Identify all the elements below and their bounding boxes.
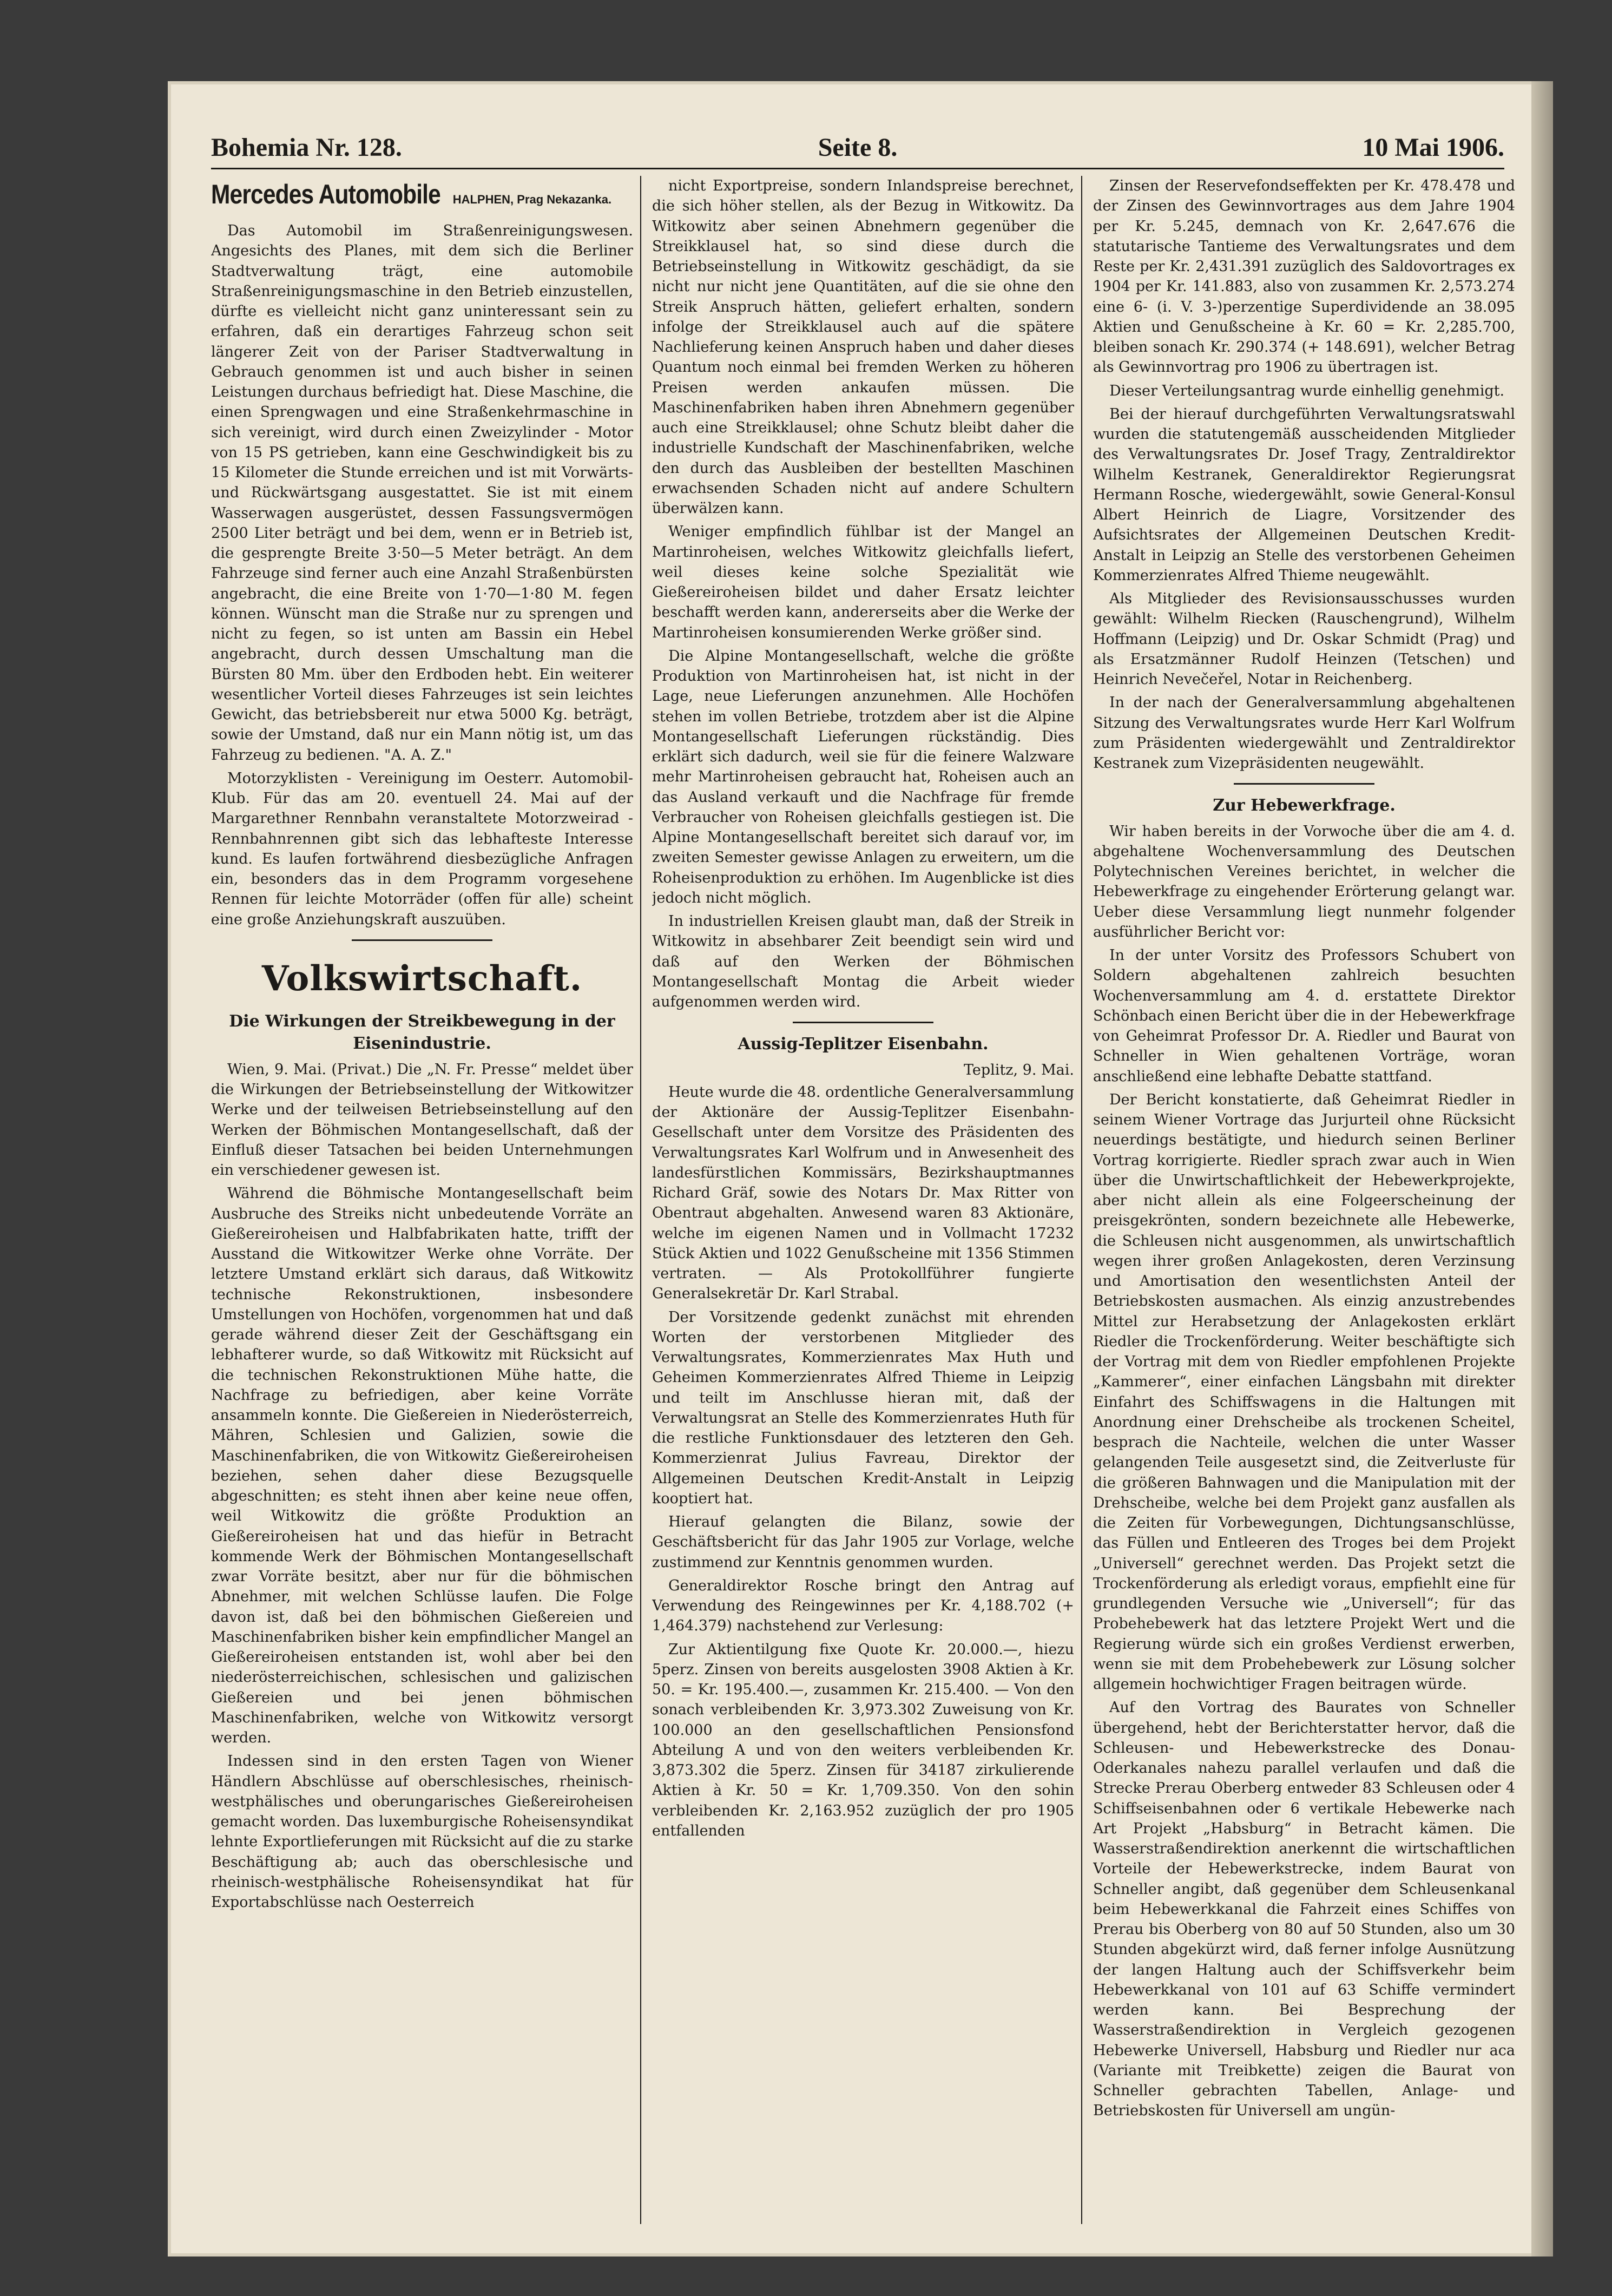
article-paragraph: Zur Aktientilgung fixe Quote Kr. 20.000.—, hiezu 5perz. Zinsen von bereits ausgelosten 3908 Aktien à Kr. 50. = Kr. 195.400.—, zusammen Kr. 215.400. — Von den sonach verbleibenden Kr. 3,973.302 Zuweisung von Kr. 100.000 an den gesellschaftlichen Pensionsfond Abteilung A und von den weiters verbleibenden Kr. 3,873.302 die 5perz. Zinsen für 34187 zirkulierende Aktien à Kr. 50 = Kr. 1,709.350. Von den sohin verbleibenden Kr. 2,163.952 zuzüglich der pro 1905 entfallenden — [652, 1641, 1074, 1839]
article-paragraph: Der Vorsitzende gedenkt zunächst mit ehrenden Worten der verstorbenen Mitglieder des Verwaltungsrates, Kommerzienrates Max Huth und Geheimen Kommerzienrates Alfred Thieme in Leipzig und teilt im Anschlusse hieran mit, daß der Verwaltungsrat an Stelle des Kommerzienrates Huth für die restliche Funktionsdauer des letzteren den Geh. Kommerzienrat Julius Favreau, Direktor der Allgemeinen Deutschen Kredit-Anstalt in Leipzig kooptiert hat. — [652, 1308, 1074, 1507]
article-dateline: Teplitz, 9. Mai. — [964, 1061, 1074, 1078]
advertisement — [211, 176, 633, 213]
article-paragraph: Als Mitglieder des Revisionsausschusses wurden gewählt: Wilhelm Riecken (Rauschengrund), Wilhelm Hoffmann (Leipzig) und Dr. Oskar Schmidt (Prag) und als Ersatzmänner Rudolf Heinzen (Tetschen) und Heinrich Nevečeřel, Notar in Reichenberg. — [1093, 590, 1515, 688]
header-rule — [211, 168, 1504, 169]
newspaper-page — [168, 81, 1553, 2256]
article-paragraph: Wien, 9. Mai. (Privat.) Die „N. Fr. Presse“ meldet über die Wirkungen der Betriebseinstellung der Witkowitzer Werke und der teilweisen Betriebseinstellung auf den Werken der Böhmischen Montangesellschaft, daß der Einfluß dieser Tatsachen bei beiden Unternehmungen ein verschiedener gewesen ist. — [211, 1061, 633, 1179]
article-paragraph: nicht Exportpreise, sondern Inlandspreise berechnet, die sich höher stellen, als der Bezug in Witkowitz. Da Witkowitz aber seinen Abnehmern gegenüber die Streikklausel hat, so sind diese durch die Betriebseinstellung in Witkowitz geschädigt, da sie nicht nur nicht jene Quantitäten, auf die sie ohne den Streik Anspruch hätten, geliefert erhalten, sondern infolge der Streikklausel auch auf die spätere Nachlieferung keinen Anspruch haben und daher dieses Quantum noch einmal bei fremden Werken zu höheren Preisen werden ankaufen müssen. Die Maschinenfabriken haben ihren Abnehmern gegenüber auch eine Streikklausel; ohne Schutz bleibt daher die industrielle Kundschaft der Maschinenfabriken, welche den durch das Ausbleiben der bestellten Maschinen erwachsenden Schaden nicht auf andere Schultern überwälzen kann. — [652, 177, 1074, 517]
column-separator-2 — [1081, 176, 1082, 2224]
header-page-number: Seite 8. — [818, 133, 898, 162]
article-paragraph: Bei der hierauf durchgeführten Verwaltungsratswahl wurden die statutengemäß ausscheidenden Mitglieder des Verwaltungsrates Dr. Josef Tragy, Zentraldirektor Wilhelm Kestranek, Generaldirektor Regierungsrat Hermann Rosche, wiedergewählt, sowie General-Konsul Albert Heinrich de Liagre, Vorsitzender des Aufsichtsrates der Allgemeinen Deutschen Kredit-Anstalt in Leipzig an Stelle des verstorbenen Geheimen Kommerzienrates Alfred Thieme neugewählt. — [1093, 405, 1515, 584]
column-1 — [211, 176, 633, 2224]
ad-address: HALPHEN, Prag Nekazanka. — [452, 193, 612, 206]
article-paragraph: Das Automobil im Straßenreinigungswesen. Angesichts des Planes, mit dem sich die Berliner Stadtverwaltung trägt, eine automobile Straßenreinigungsmaschine in den Betrieb einzustellen, dürfte es vielleicht nicht ganz uninteressant sein zu erfahren, daß ein derartiges Fahrzeug schon seit längerer Zeit von der Pariser Stadtverwaltung in Gebrauch genommen ist und auch bisher in seinen Leistungen durchaus befriedigt hat. Diese Maschine, die einen Sprengwagen und eine Straßenkehrmaschine in sich vereinigt, wird durch einen Zweizylinder - Motor von 15 PS getrieben, kann eine Geschwindigkeit bis zu 15 Kilometer die Stunde erreichen und ist mit Vorwärts- und Rückwärtsgang ausgestattet. Sie ist mit einem Wasserwagen ausgerüstet, dessen Fassungsvermögen 2500 Liter beträgt und bei dem, wenn er in Betrieb ist, die gesprengte Breite 3·50—5 Meter beträgt. An dem Fahrzeuge sind ferner auch eine Anzahl Straßenbürsten angebracht, die eine Breite von 1·70—1·80 M. fegen können. Wünscht man die Straße nur zu sprengen und nicht zu fegen, so ist unten am Bassin ein Hebel angebracht, durch dessen Umschaltung man die Bürsten 80 Mm. über den Erdboden hebt. Ein weiterer wesentlicher Vorteil dieses Fahrzeuges ist sein leichtes Gewicht, das betriebsbereit nur etwa 5000 Kg. beträgt, sowie der Umstand, daß nur ein Mann nötig ist, um das Fahrzeug zu bedienen. "A. A. Z." — [211, 222, 633, 764]
article-paragraph: Indessen sind in den ersten Tagen von Wiener Händlern Abschlüsse auf oberschlesisches, rheinisch-westphälisches und oberungarisches Gießereiroheisen gemacht worden. Das luxemburgische Roheisensyndikat lehnte Exportlieferungen mit Rücksicht auf die zu starke Beschäftigung ab; auch das oberschlesische und rheinisch-westphälische Roheisensyndikat hat für Exportabschlüsse nach Oesterreich — [211, 1753, 633, 1911]
article-paragraph: In industriellen Kreisen glaubt man, daß der Streik in Witkowitz in absehbarer Zeit beendigt sein wird und daß auf den Werken der Böhmischen Montangesellschaft Montag die Arbeit wieder aufgenommen werden wird. — [652, 913, 1074, 1010]
article-paragraph: Die Alpine Montangesellschaft, welche die größte Produktion von Martinroheisen hat, ist nicht in der Lage, neue Lieferungen anzunehmen. Alle Hochöfen stehen im vollen Betriebe, trotzdem aber ist die Alpine Montangesellschaft Lieferungen rückständig. Dies erklärt sich dadurch, weil sie für die feinere Walzware mehr Martinroheisen gebraucht hat, Roheisen auch an das Ausland verkauft und die Nachfrage für fremde Verbraucher von Roheisen gleichfalls gestiegen ist. Die Alpine Montangesellschaft bereitet sich darauf vor, im zweiten Semester gewisse Anlagen zu erweitern, um die Roheisenproduktion zu erhöhen. Im Augenblicke ist dies jedoch nicht möglich. — [652, 647, 1074, 906]
section-heading: Volkswirtschaft. — [261, 958, 583, 999]
article-title: Aussig-Teplitzer Eisenbahn. — [738, 1035, 989, 1054]
header-publication: Bohemia Nr. 128. — [211, 133, 402, 162]
divider — [352, 939, 492, 941]
article-title: Zur Hebewerkfrage. — [1213, 796, 1396, 815]
article-paragraph: Generaldirektor Rosche bringt den Antrag auf Verwendung des Reingewinnes per Kr. 4,188.702 (+ 1,464.379) nachstehend zur Verlesung: — [652, 1577, 1074, 1635]
column-2 — [652, 176, 1074, 2224]
article-paragraph: Heute wurde die 48. ordentliche Generalversammlung der Aktionäre der Aussig-Teplitzer Eisenbahn-Gesellschaft unter dem Vorsitze des Präsidenten des Verwaltungsrates Karl Wolfrum und in Anwesenheit des landesfürstlichen Kommissärs, Bezirkshauptmannes Richard Gräf, sowie des Notars Dr. Max Ritter von Obentraut abgehalten. Anwesend waren 83 Aktionäre, welche im eigenen Namen und in Vollmacht 17232 Stück Aktien und 1022 Genußscheine mit 1356 Stimmen vertraten. — Als Protokollführer fungierte Generalsekretär Dr. Karl Strabal. — [652, 1083, 1074, 1302]
article-paragraph: Weniger empfindlich fühlbar ist der Mangel an Martinroheisen, welches Witkowitz gleichfalls liefert, weil dieses keine solche Spezialität wie Gießereiroheisen bildet und daher Ersatz leichter beschafft werden kann, andererseits aber die Werke der Martinroheisen konsumierenden Werke größer sind. — [652, 523, 1074, 641]
article-paragraph: Während die Böhmische Montangesellschaft beim Ausbruche des Streiks nicht unbedeutende Vorräte an Gießereiroheisen und Halbfabrikaten hatte, trifft der Ausstand die Witkowitzer Werke ohne Vorräte. Der letztere Umstand erklärt sich daraus, daß Witkowitz technische Rekonstruktionen, insbesondere Umstellungen von Hochöfen, vorgenommen hat und daß gerade während dieser Zeit der Geschäftsgang ein lebhafterer wurde, so daß Witkowitz mit Rücksicht auf die technischen Rekonstruktionen Mühe hatte, die Nachfrage zu befriedigen, aber keine Vorräte ansammeln konnte. Die Gießereien in Niederösterreich, Mähren, Schlesien und Galizien, sowie die Maschinenfabriken, die von Witkowitz Gießereiroheisen beziehen, sehen daher diese Bezugsquelle abgeschnitten; es steht ihnen aber keine neue offen, weil Witkowitz die größte Produktion an Gießereiroheisen hat und das hiefür in Betracht kommende Werk der Böhmischen Montangesellschaft zwar Vorräte besitzt, aber nur für die böhmischen Abnehmer, mit welchen Schlüsse laufen. Die Folge davon ist, daß bei den böhmischen Gießereien und Maschinenfabriken bisher kein empfindlicher Mangel an Gießereiroheisen entstanden ist, wohl aber bei den niederösterreichischen, schlesischen und galizischen Gießereien und bei jenen böhmischen Maschinenfabriken, welche von Witkowitz versorgt werden. — [211, 1185, 633, 1747]
column-3 — [1093, 176, 1515, 2224]
header-date: 10 Mai 1906. — [1362, 133, 1504, 162]
article-paragraph: Hierauf gelangten die Bilanz, sowie der Geschäftsbericht für das Jahr 1905 zur Vorlage, welche zustimmend zur Kenntnis genommen wurden. — [652, 1514, 1074, 1571]
article-paragraph: Der Bericht konstatierte, daß Geheimrat Riedler in seinem Wiener Vortrage das Jurjurteil ohne Rücksicht neuerdings bestätigte, und hiedurch seinen Berliner Vortrag korrigierte. Riedler sprach zwar auch in Wien über die Unwirtschaftlichkeit der Hebewerkprojekte, aber nicht allein als eine Folgeerscheinung der preisgekrönten, sondern bezeichnete alle Hebewerke, die Schleusen nicht ausgenommen, als unwirtschaftlich wegen ihrer großen Anlagekosten, deren Verzinsung und Amortisation den wesentlichsten Anteil der Betriebskosten ausmachen. Als einzig anzustrebendes Mittel zur Herabsetzung der Anlagekosten erklärt Riedler die Trockenförderung. Weiter beschäftigte sich der Vortrag mit dem von Riedler empfohlenen Projekte „Kammerer“, einer einfachen Längsbahn mit direkter Einfahrt des Schiffswagens in die Haltungen mit Anordnung einer Drehscheibe als trockenen Scheitel, besprach die Nachteile, welchen die unter Wasser gelangenden Teile ausgesetzt sind, die Zeitverluste für die größeren Bahnwagen und die Manipulation mit der Drehscheibe, welche bei dem Projekt ganz ausfallen als die Zeiten für Vorbewegungen, Dichtungsanschlüsse, das Füllen und Entleeren des Troges bei dem Projekt „Universell“ gerechnet werden. Das Projekt setzt die Trockenförderung als erledigt voraus, empfiehlt eine für grundlegenden Versuche wie „Universell“; für das Probehebewerk hat das letztere Projekt Wert und die Regierung würde sich ein großes Verdienst erwerben, wenn sie mit dem Probehebewerk zur Lösung solcher allgemein hochwichtiger Fragen beitragen würde. — [1093, 1091, 1515, 1693]
article-paragraph: Motorzyklisten - Vereinigung im Oesterr. Automobil-Klub. Für das am 20. eventuell 24. Mai auf der Margarethner Rennbahn veranstaltete Motorzweirad - Rennbahnrennen gibt sich das lebhafteste Interesse kund. Es laufen fortwährend diesbezügliche Anfragen ein, besonders das in dem Programm vorgesehene Rennen für leichte Motorräder (offen für alle) scheint eine große Anziehungskraft auszuüben. — [211, 769, 633, 928]
article-title: Die Wirkungen der Streikbewegung in der Eisenindustrie. — [229, 1012, 615, 1054]
ad-title: Mercedes Automobile — [211, 179, 440, 209]
article-paragraph: Wir haben bereits in der Vorwoche über die am 4. d. abgehaltene Wochenversammlung des Deutschen Polytechnischen Vereines berichtet, in welcher die Hebewerkfrage zu eingehender Erörterung gelangt war. Ueber diese Versammlung liegt nunmehr folgender ausführlicher Bericht vor: — [1093, 823, 1515, 940]
article-paragraph: Zinsen der Reservefondseffekten per Kr. 478.478 und der Zinsen des Gewinnvortrages aus dem Jahre 1904 per Kr. 5.245, demnach von Kr. 2,647.676 die statutarische Tantieme des Verwaltungsrates und dem Reste per Kr. 2,431.391 zuzüglich des Saldovortrages ex 1904 per Kr. 141.883, also von zusammen Kr. 2,573.274 eine 6- (i. V. 3-)perzentige Superdividende an 38.095 Aktien und Genußscheine à Kr. 60 = Kr. 2,285.700, bleiben sonach Kr. 290.374 (+ 148.691), welcher Betrag als Gewinnvortrag pro 1906 zu übertragen ist. — [1093, 177, 1515, 376]
page-header — [211, 133, 1504, 170]
article-paragraph: Auf den Vortrag des Baurates von Schneller übergehend, hebt der Berichterstatter hervor, daß die Schleusen- und Hebewerkstrecke des Donau-Oderkanales nahezu parallel verlaufen und daß die Strecke Prerau Oberberg entweder 83 Schleusen oder 4 Schiffseisenbahnen oder 6 vertikale Hebewerke nach Art Projekt „Habsburg“ in Betracht kämen. Die Wasserstraßendirektion anerkennt die wirtschaftlichen Vorteile der Hebewerkstrecke, indem Baurat von Schneller angibt, daß gegenüber dem Schleusenkanal beim Hebewerkkanal die Fahrzeit eines Schiffes von Prerau bis Oberberg von 80 auf 50 Stunden, also um 30 Stunden abgekürzt wird, daß ferner infolge Ausnützung der langen Haltung auch der Schiffsverkehr beim Hebewerkkanal von 101 auf 63 Schiffe vermindert werden kann. Bei Besprechung der Wasserstraßendirektion in Vergleich gezogenen Hebewerke Universell, Habsburg und Riedler nur aca (Variante mit Treibkette) zeigen die Baurat von Schneller gebrachten Tabellen, Anlage- und Betriebskosten für Universell am ungün- — [1093, 1699, 1515, 2120]
article-paragraph: In der nach der Generalversammlung abgehaltenen Sitzung des Verwaltungsrates wurde Herr Karl Wolfrum zum Präsidenten wiedergewählt und Zentraldirektor Kestranek zum Vizepräsidenten neugewählt. — [1093, 694, 1515, 772]
article-paragraph: Dieser Verteilungsantrag wurde einhellig genehmigt. — [1109, 382, 1505, 399]
page-edge-shadow — [1531, 81, 1553, 2256]
article-paragraph: In der unter Vorsitz des Professors Schubert von Soldern abgehaltenen zahlreich besuchten Wochenversammlung am 4. d. erstattete Direktor Schönbach einen Bericht über die in der Hebewerkfrage von Geheimrat Professor Dr. A. Riedler und Baurat von Schneller in Wien gehaltenen Vorträge, woran anschließend eine lebhafte Debatte stattfand. — [1093, 947, 1515, 1085]
divider — [793, 1022, 933, 1023]
column-separator-1 — [640, 176, 641, 2224]
divider — [1234, 783, 1374, 785]
